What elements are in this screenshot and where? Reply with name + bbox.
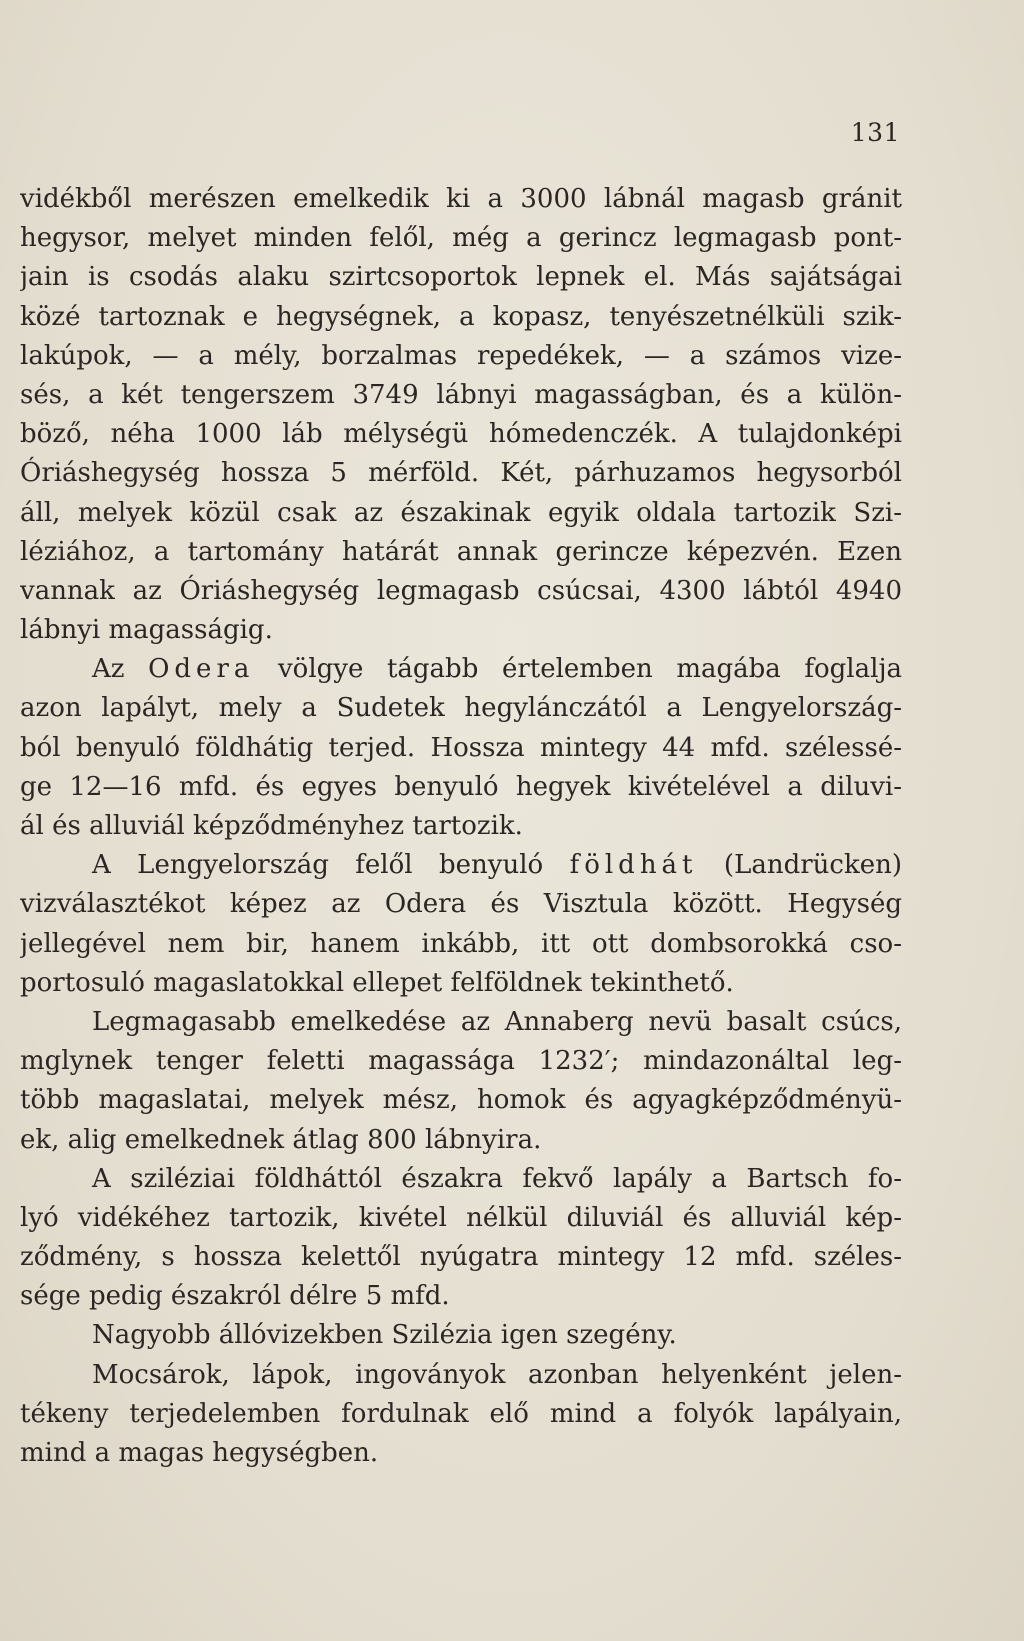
text-line: vizválasztékot képez az Odera és Visztula között. Hegység <box>20 889 902 920</box>
text-line: ge 12—16 mfd. és egyes benyuló hegyek kivételével a diluvi- <box>20 771 902 802</box>
text-line: Mocsárok, lápok, ingoványok azonban helyenként jelen- <box>92 1359 902 1390</box>
text-line: mind a magas hegységben. <box>20 1438 379 1468</box>
text-segment: A Lengyelország felől benyuló <box>92 850 544 881</box>
text-line: portosuló magaslatokkal ellepet felföldnek tekinthető. <box>20 967 734 998</box>
text-line: több magaslatai, melyek mész, homok és agyagképződményü- <box>20 1085 902 1116</box>
text-line: jellegével nem bir, hanem inkább, itt ott dombsorokká cso- <box>20 928 902 959</box>
text-line: vidékből merészen emelkedik ki a 3000 lábnál magasb gránit <box>20 184 902 214</box>
text-line: közé tartoznak e hegységnek, a kopasz, tenyészetnélküli szik- <box>20 301 902 332</box>
body-text <box>20 180 902 1473</box>
text-line: ból benyuló földhátig terjed. Hossza mintegy 44 mfd. szélessé- <box>20 732 902 763</box>
text-line <box>20 846 902 885</box>
text-segment: Az <box>92 654 125 685</box>
text-line: léziához, a tartomány határát annak gerincze képezvén. Ezen <box>20 536 902 567</box>
text-line: lábnyi magasságig. <box>20 615 273 646</box>
text-line: jain is csodás alaku szirtcsoportok lepnek el. Más sajátságai <box>20 262 902 293</box>
text-line: Nagyobb állóvizekben Szilézia igen szegény. <box>92 1320 677 1351</box>
text-line: Legmagasabb emelkedése az Annaberg nevü basalt csúcs, <box>92 1006 902 1037</box>
text-line: A sziléziai földháttól északra fekvő lapály a Bartsch fo- <box>92 1163 902 1194</box>
text-line: hegysor, melyet minden felől, még a gerincz legmagasb pont- <box>20 223 902 254</box>
text-line: azon lapályt, mely a Sudetek hegylánczától a Lengyelország- <box>20 693 902 724</box>
text-line: ek, alig emelkednek átlag 800 lábnyira. <box>20 1124 542 1155</box>
text-line: böző, néha 1000 láb mélységü hómedenczék. A tulajdonképi <box>20 419 902 450</box>
text-line: lakúpok, — a mély, borzalmas repedékek, — a számos vize- <box>20 340 902 371</box>
text-line: lyó vidékéhez tartozik, kivétel nélkül diluviál és alluviál kép- <box>20 1202 902 1233</box>
spaced-term: Odera <box>148 654 255 685</box>
text-line: vannak az Óriáshegység legmagasb csúcsai, 4300 lábtól 4940 <box>20 575 902 606</box>
text-line: ződmény, s hossza kelettől nyúgatra mintegy 12 mfd. széles- <box>20 1242 902 1273</box>
text-line: mglynek tenger feletti magassága 1232′; mindazonáltal leg- <box>20 1046 902 1077</box>
text-line: Óriáshegység hossza 5 mérföld. Két, párhuzamos hegysorból <box>20 458 902 489</box>
text-line: sés, a két tengerszem 3749 lábnyi magasságban, és a külön- <box>20 379 902 410</box>
text-line: sége pedig északról délre 5 mfd. <box>20 1281 450 1312</box>
text-line: áll, melyek közül csak az északinak egyik oldala tartozik Szi- <box>20 497 902 528</box>
text-line <box>20 650 902 689</box>
text-segment: völgye tágabb értelemben magába foglalja <box>277 654 902 685</box>
spaced-term: földhát <box>569 850 698 881</box>
text-line: tékeny terjedelemben fordulnak elő mind a folyók lapályain, <box>20 1398 902 1429</box>
text-segment: (Landrücken) <box>723 850 902 881</box>
text-line: ál és alluviál képződményhez tartozik. <box>20 811 523 841</box>
page-number: 131 <box>850 118 900 147</box>
